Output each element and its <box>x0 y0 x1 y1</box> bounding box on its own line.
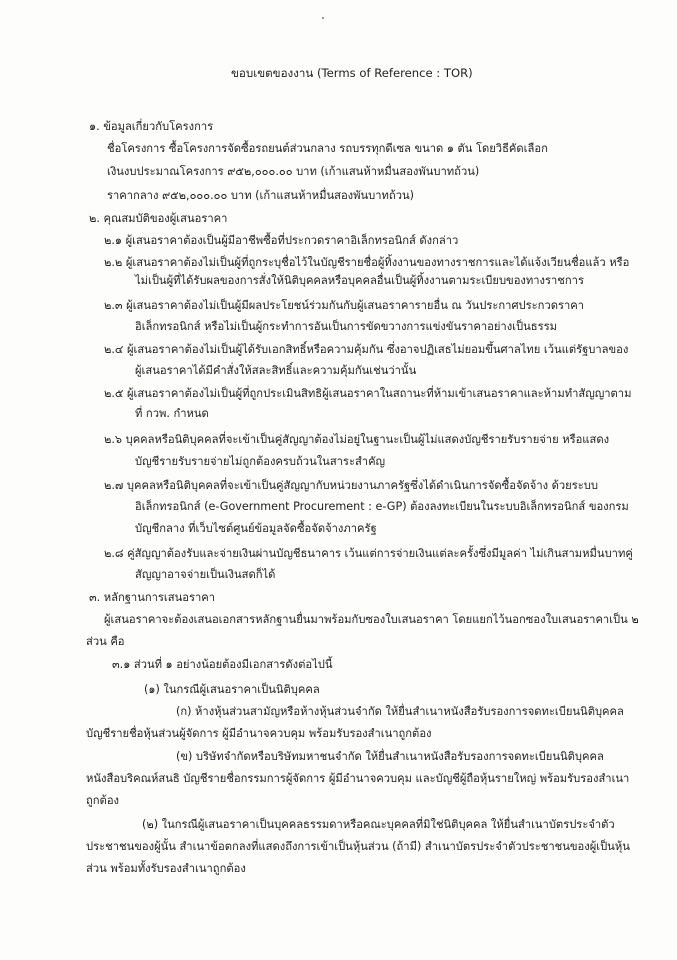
subsection-3-1: ๓.๑ ส่วนที่ ๑ อย่างน้อยต้องมีเอกสารดังต่อไปนี้ <box>112 658 333 671</box>
qualification-2-5: ๒.๕ ผู้เสนอราคาต้องไม่เป็นผู้ที่ถูกประเมินสิทธิผู้เสนอราคาในสถานะที่ห้ามเข้าเสนอราคาและห้ามทำสัญญาตาม <box>104 387 632 400</box>
section-3-intro-cont: ส่วน คือ <box>86 635 125 648</box>
qualification-2-2: ๒.๒ ผู้เสนอราคาต้องไม่เป็นผู้ที่ถูกระบุชื่อไว้ในบัญชีรายชื่อผู้ทิ้งงานของทางราชการและได้แจ้งเวียนชื่อแล้ว หรือ <box>104 256 630 269</box>
median-price: ราคากลาง ๙๕๒,๐๐๐.๐๐ บาท (เก้าแสนห้าหมื่นสองพันบาทถ้วน) <box>107 189 414 202</box>
speck-mark <box>322 17 324 19</box>
qualification-2-7: ๒.๗ บุคคลหรือนิติบุคคลที่จะเข้าเป็นคู่สัญญากับหน่วยงานภาครัฐซึ่งได้ดำเนินการจัดซื้อจัดจ้าง ด้วยระบบ <box>104 479 598 492</box>
project-name: ชื่อโครงการ ซื้อโครงการจัดซื้อรถยนต์ส่วนกลาง รถบรรทุกดีเซล ขนาด ๑ ตัน โดยวิธีคัดเลือก <box>107 142 548 155</box>
qualification-2-2-cont: ไม่เป็นผู้ที่ได้รับผลของการสั่งให้นิติบุคคลหรือบุคคลอื่นเป็นผู้ทิ้งงานตามระเบียบของทางราชการ <box>135 274 584 287</box>
case-natural-person-cont: ประชาชนของผู้นั้น สำเนาข้อตกลงที่แสดงถึงการเข้าเป็นหุ้นส่วน (ถ้ามี) สำเนาบัตรประจำตัวประชาชนของผู้เป็นหุ้น <box>86 840 630 853</box>
case-company: (ข) บริษัทจำกัดหรือบริษัทมหาชนจำกัด ให้ยื่นสำเนาหนังสือรับรองการจดทะเบียนนิติบุคคล <box>176 750 604 763</box>
case-company-cont2: ถูกต้อง <box>86 794 119 807</box>
section-3-intro: ผู้เสนอราคาจะต้องเสนอเอกสารหลักฐานยื่นมาพร้อมกับซองใบเสนอราคา โดยแยกไว้นอกซองใบเสนอราคาเป็น ๒ <box>104 613 639 626</box>
qualification-2-3-cont: อิเล็กทรอนิกส์ หรือไม่เป็นผู้กระทำการอันเป็นการขัดขวางการแข่งขันราคาอย่างเป็นธรรม <box>135 320 557 333</box>
qualification-2-1: ๒.๑ ผู้เสนอราคาต้องเป็นผู้มีอาชีพซื้อที่ประกวดราคาอิเล็กทรอนิกส์ ดังกล่าว <box>104 234 459 247</box>
section-2-heading: ๒. คุณสมบัติของผู้เสนอราคา <box>89 212 228 225</box>
case-partnership: (ก) ห้างหุ้นส่วนสามัญหรือห้างหุ้นส่วนจำกัด ให้ยื่นสำเนาหนังสือรับรองการจดทะเบียนนิติบุคคล <box>176 705 624 718</box>
case-natural-person-cont2: ส่วน พร้อมทั้งรับรองสำเนาถูกต้อง <box>86 862 246 875</box>
case-partnership-cont: บัญชีรายชื่อหุ้นส่วนผู้จัดการ ผู้มีอำนาจควบคุม พร้อมรับรองสำเนาถูกต้อง <box>86 727 432 740</box>
qualification-2-6: ๒.๖ บุคคลหรือนิติบุคคลที่จะเข้าเป็นคู่สัญญาต้องไม่อยู่ในฐานะเป็นผู้ไม่แสดงบัญชีรายรับรายจ่าย หรือแสดง <box>104 433 610 446</box>
qualification-2-8: ๒.๘ คู่สัญญาต้องรับและจ่ายเงินผ่านบัญชีธนาคาร เว้นแต่การจ่ายเงินแต่ละครั้งซึ่งมีมูลค่า ไม่เกินสามหมื่นบาทคู่ <box>104 547 633 560</box>
qualification-2-8-cont: สัญญาอาจจ่ายเป็นเงินสดก็ได้ <box>135 568 276 581</box>
section-3-heading: ๓. หลักฐานการเสนอราคา <box>89 591 216 604</box>
case-juristic-person: (๑) ในกรณีผู้เสนอราคาเป็นนิติบุคคล <box>144 683 320 696</box>
qualification-2-7-cont: อิเล็กทรอนิกส์ (e-Government Procurement : e-GP) ต้องลงทะเบียนในระบบอิเล็กทรอนิกส์ ของกรม <box>135 500 629 513</box>
case-company-cont: หนังสือบริคณห์สนธิ บัญชีรายชื่อกรรมการผู้จัดการ ผู้มีอำนาจควบคุม และบัญชีผู้ถือหุ้นรายใหญ่ พร้อมรับรองสำเนา <box>86 772 630 785</box>
qualification-2-3: ๒.๓ ผู้เสนอราคาต้องไม่เป็นผู้มีผลประโยชน์ร่วมกันกับผู้เสนอราคารายอื่น ณ วันประกาศประกวดราคา <box>104 299 585 312</box>
case-natural-person: (๒) ในกรณีผู้เสนอราคาเป็นบุคคลธรรมดาหรือคณะบุคคลที่มิใช่นิติบุคคล ให้ยื่นสำเนาบัตรประจำตัว <box>142 818 615 831</box>
document-title: ขอบเขตของงาน (Terms of Reference : TOR) <box>231 66 473 80</box>
section-1-heading: ๑. ข้อมูลเกี่ยวกับโครงการ <box>89 120 214 133</box>
qualification-2-4: ๒.๔ ผู้เสนอราคาต้องไม่เป็นผู้ได้รับเอกสิทธิ์หรือความคุ้มกัน ซึ่งอาจปฏิเสธไม่ยอมขึ้นศาลไทย เว้นแต่รัฐบาลของ <box>104 343 629 356</box>
qualification-2-6-cont: บัญชีรายรับรายจ่ายไม่ถูกต้องครบถ้วนในสาระสำคัญ <box>135 455 386 468</box>
qualification-2-7-cont2: บัญชีกลาง ที่เว็บไซต์ศูนย์ข้อมูลจัดซื้อจัดจ้างภาครัฐ <box>135 522 377 535</box>
qualification-2-4-cont: ผู้เสนอราคาได้มีคำสั่งให้สละสิทธิ์และความคุ้มกันเช่นว่านั้น <box>135 364 417 377</box>
qualification-2-5-cont: ที่ กวพ. กำหนด <box>135 407 209 420</box>
project-budget: เงินงบประมาณโครงการ ๙๕๒,๐๐๐.๐๐ บาท (เก้าแสนห้าหมื่นสองพันบาทถ้วน) <box>107 165 480 178</box>
